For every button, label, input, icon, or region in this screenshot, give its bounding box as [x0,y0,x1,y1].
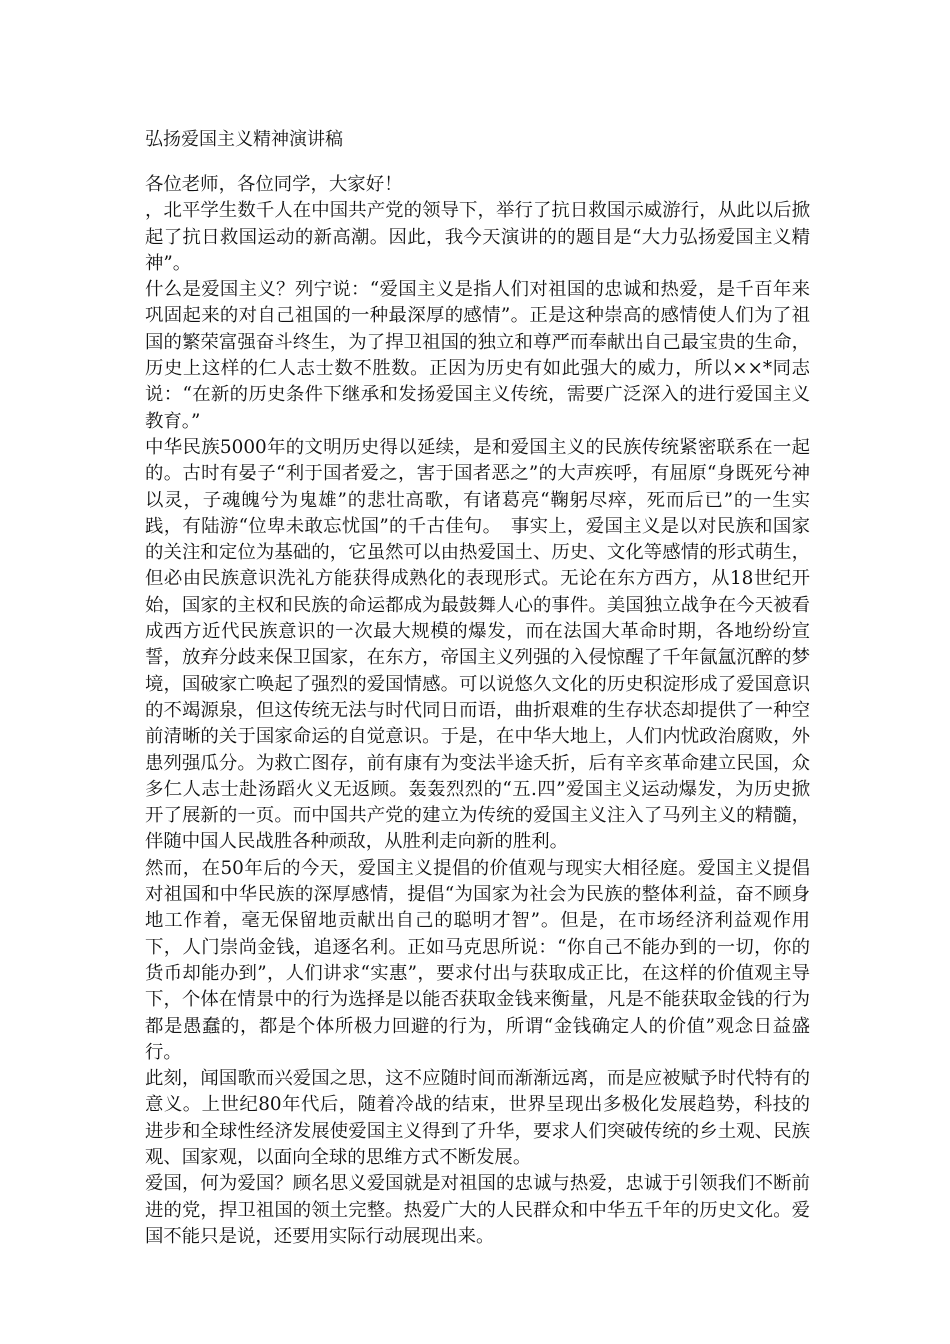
document-body [145,172,810,1250]
paragraph-greeting: 各位老师，各位同学，大家好！ [145,174,403,195]
paragraph-contrast: 然而，在50年后的今天，爱国主义提倡的价值观与现实大相径庭。爱国主义提倡对祖国和中华民族的深厚感情，提倡“为国家为社会为民族的整体利益，奋不顾身地工作着，毫无保留地贡献出自己的聪明才智”。但是，在市场经济利益观作用下，人门崇尚金钱，追逐名利。正如马克思所说：“你自己不能办到的一切，你的货币却能办到”，人们讲求“实惠”，要求付出与获取成正比，在这样的价值观主导下，个体在情景中的行为选择是以能否获取金钱来衡量，凡是不能获取金钱的行为都是愚蠢的，都是个体所极力回避的行为，所谓“金钱确定人的价值”观念日益盛行。 [145,857,810,1063]
paragraph-history: 中华民族5000年的文明历史得以延续，是和爱国主义的民族传统紧密联系在一起的。古时有晏子“利于国者爱之，害于国者恶之”的大声疾呼，有屈原“身既死兮神以灵，子魂魄兮为鬼雄”的悲壮高歌，有诸葛亮“鞠躬尽瘁，死而后已”的一生实践，有陆游“位卑未敢忘忧国”的千古佳句。 事实上，爱国主义是以对民族和国家的关注和定位为基础的，它虽然可以由热爱国土、历史、文化等感情的形式萌生，但必由民族意识洗礼方能获得成熟化的表现形式。无论在东方西方，从18世纪开始，国家的主权和民族的命运都成为最鼓舞人心的事件。美国独立战争在今天被看成西方近代民族意识的一次最大规模的爆发，而在法国大革命时期，各地纷纷宣誓，放弃分歧来保卫国家，在东方，帝国主义列强的入侵惊醒了千年氤氲沉醉的梦境，国破家亡唤起了强烈的爱国情感。可以说悠久文化的历史积淀形成了爱国意识的不竭源泉，但这传统无法与时代同日而语，曲折艰难的生存状态却提供了一种空前清晰的关于国家命运的自觉意识。于是，在中华大地上，人们内忧政治腐败，外患列强瓜分。为救亡图存，前有康有为变法半途夭折，后有辛亥革命建立民国，众多仁人志士赴汤蹈火义无返顾。轰轰烈烈的“五.四”爱国主义运动爆发，为历史掀开了展新的一页。而中国共产党的建立为传统的爱国主义注入了马列主义的精髓，伴随中国人民战胜各种顽敌，从胜利走向新的胜利。 [145,436,810,853]
paragraph-modern: 此刻，闻国歌而兴爱国之思，这不应随时间而渐渐远离，而是应被赋予时代特有的意义。上世纪80年代后，随着冷战的结束，世界呈现出多极化发展趋势，科技的进步和全球性经济发展使爱国主义得到了升华，要求人们突破传统的乡土观、民族观、国家观，以面向全球的思维方式不断发展。 [145,1068,810,1168]
document-title: 弘扬爱国主义精神演讲稿 [145,129,343,150]
paragraph-intro: ，北平学生数千人在中国共产党的领导下，举行了抗日救国示威游行，从此以后掀起了抗日救国运动的新高潮。因此，我今天演讲的的题目是“大力弘扬爱国主义精神”。 [145,200,810,274]
paragraph-conclusion: 爱国，何为爱国？顾名思义爱国就是对祖国的忠诚与热爱，忠诚于引领我们不断前进的党，捍卫祖国的领土完整。热爱广大的人民群众和中华五千年的历史文化。爱国不能只是说，还要用实际行动展现出来。 [145,1173,810,1247]
paragraph-definition: 什么是爱国主义？列宁说：“爱国主义是指人们对祖国的忠诚和热爱，是千百年来巩固起来的对自己祖国的一种最深厚的感情”。正是这种崇高的感情使人们为了祖国的繁荣富强奋斗终生，为了捍卫祖国的独立和尊严而奉献出自己最宝贵的生命，历史上这样的仁人志士数不胜数。正因为历史有如此强大的威力，所以××*同志说：“在新的历史条件下继承和发扬爱国主义传统，需要广泛深入的进行爱国主义教育。” [145,279,810,432]
